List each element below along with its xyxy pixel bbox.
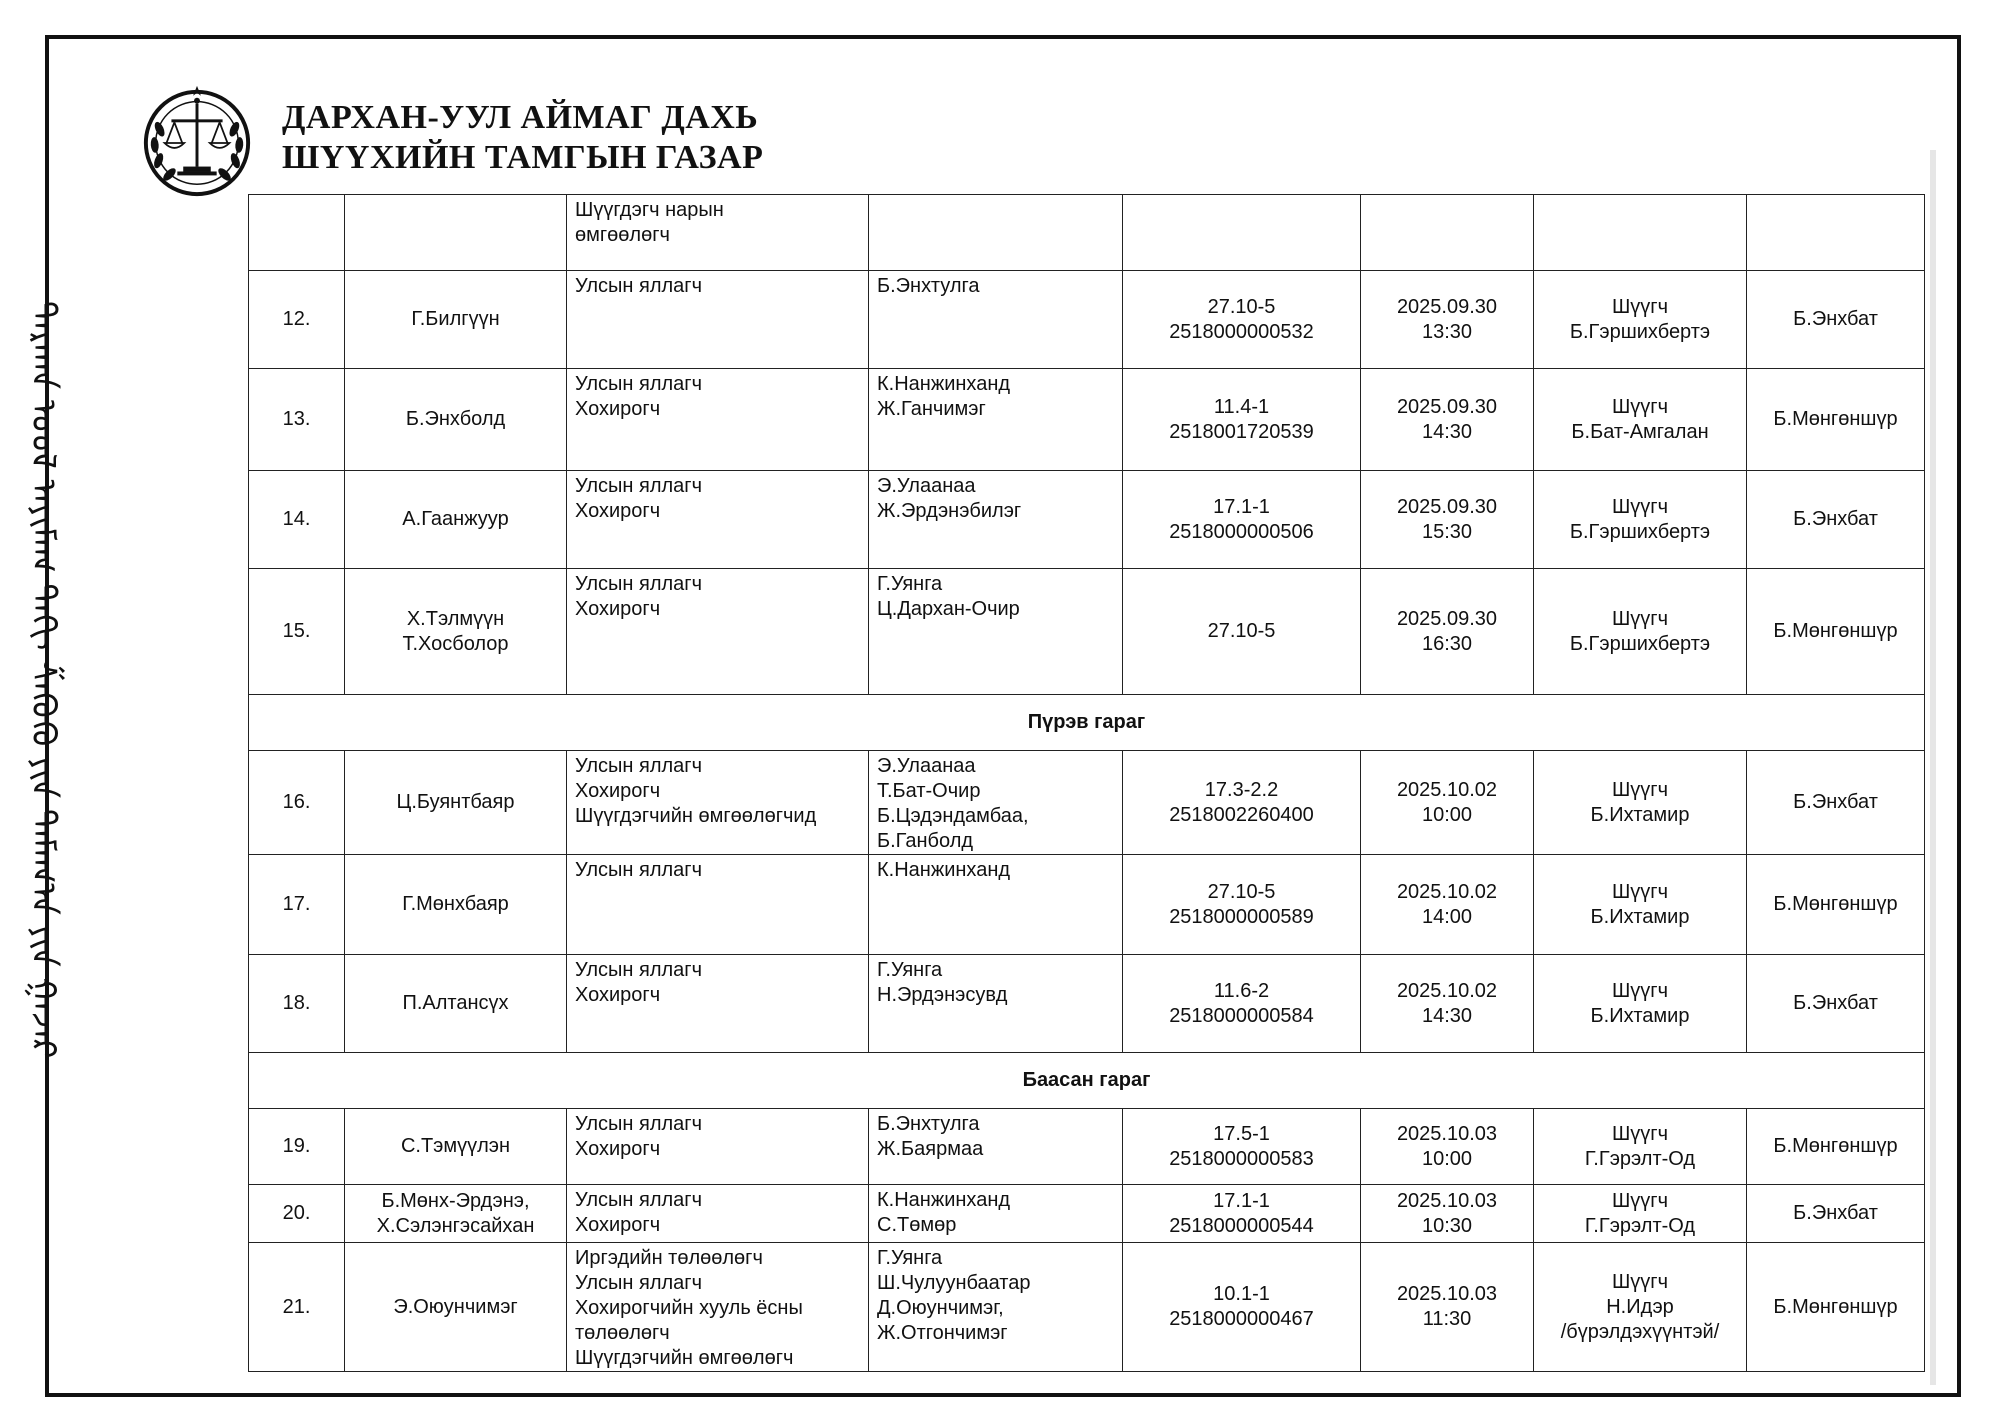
table-row xyxy=(249,1109,1925,1185)
cell-judge-line: Б.Бат-Амгалан xyxy=(1571,420,1709,443)
cell-name-line: С.Тэмүүлэн xyxy=(400,1135,511,1157)
cell-name xyxy=(345,1185,567,1243)
cell-judge-line: Шүүгч xyxy=(1611,979,1669,1002)
cell-reps-line: К.Нанжинханд xyxy=(877,859,1011,881)
table-row xyxy=(249,471,1925,569)
cell-datetime xyxy=(1361,751,1534,855)
cell-datetime xyxy=(1361,271,1534,369)
cell-name-line: Б.Мөнх-Эрдэнэ, xyxy=(381,1189,530,1212)
cell-judge-line: /бүрэлдэхүүнтэй/ xyxy=(1560,1320,1720,1343)
cell-name xyxy=(345,271,567,369)
cell-datetime-line: 2025.09.30 xyxy=(1396,295,1498,318)
court-emblem-icon xyxy=(138,82,256,200)
table-row xyxy=(249,855,1925,955)
cell-datetime-line: 10:30 xyxy=(1421,1214,1473,1237)
cell-no: 19. xyxy=(249,1109,345,1185)
table-row xyxy=(249,1185,1925,1243)
cell-reps-line: Э.Улаанаа xyxy=(877,755,976,777)
cell-parties-line: Улсын яллагч xyxy=(575,859,703,881)
cell-clerk: Б.Энхбат xyxy=(1747,471,1925,569)
cell-law xyxy=(1123,195,1361,271)
cell-reps-line: Ж.Баярмаа xyxy=(877,1138,984,1160)
cell-judge-line: Г.Гэрэлт-Од xyxy=(1584,1214,1696,1237)
cell-clerk xyxy=(1747,195,1925,271)
cell-reps xyxy=(869,955,1123,1053)
cell-name xyxy=(345,369,567,471)
cell-parties xyxy=(567,1243,869,1372)
cell-law-line: 2518000000506 xyxy=(1169,520,1314,543)
cell-datetime-line: 13:30 xyxy=(1421,320,1473,343)
cell-judge xyxy=(1534,471,1747,569)
cell-parties-line: Шүүгдэгчийн өмгөөлөгч xyxy=(575,1347,794,1369)
cell-name xyxy=(345,1243,567,1372)
cell-judge-line: Шүүгч xyxy=(1611,1122,1669,1145)
cell-parties xyxy=(567,195,869,271)
cell-clerk: Б.Мөнгөншүр xyxy=(1747,855,1925,955)
cell-judge xyxy=(1534,955,1747,1053)
cell-parties xyxy=(567,569,869,695)
cell-reps-line: Г.Уянга xyxy=(877,959,943,981)
cell-name xyxy=(345,1109,567,1185)
cell-judge-line: Г.Гэрэлт-Од xyxy=(1584,1147,1696,1170)
cell-name-line: Х.Сэлэнгэсайхан xyxy=(376,1214,535,1237)
cell-judge-line: Б.Гэршихбертэ xyxy=(1569,520,1711,543)
cell-parties xyxy=(567,369,869,471)
day-header: Пүрэв гараг xyxy=(249,695,1925,751)
org-title-line2: ШҮҮХИЙН ТАМГЫН ГАЗАР xyxy=(282,139,764,176)
cell-judge xyxy=(1534,369,1747,471)
cell-datetime-line: 16:30 xyxy=(1421,632,1473,655)
cell-judge-line: Шүүгч xyxy=(1611,778,1669,801)
cell-reps xyxy=(869,1109,1123,1185)
cell-name xyxy=(345,751,567,855)
cell-datetime-line: 10:00 xyxy=(1421,1147,1473,1170)
cell-datetime-line: 2025.10.02 xyxy=(1396,778,1498,801)
cell-datetime-line: 2025.10.03 xyxy=(1396,1283,1498,1305)
cell-law-line: 2518000000583 xyxy=(1169,1147,1314,1170)
cell-parties-line: Хохирогч xyxy=(575,500,661,522)
cell-law xyxy=(1123,1243,1361,1372)
cell-judge xyxy=(1534,271,1747,369)
cell-reps-line: Ж.Отгончимэг xyxy=(877,1322,1008,1344)
cell-parties-line: төлөөлөгч xyxy=(575,1322,670,1344)
cell-law-line: 2518002260400 xyxy=(1169,803,1314,826)
cell-judge xyxy=(1534,569,1747,695)
cell-parties-line: Хохирогч xyxy=(575,984,661,1006)
cell-datetime xyxy=(1361,569,1534,695)
table-row xyxy=(249,195,1925,271)
cell-parties-line: Улсын яллагч xyxy=(575,755,703,777)
cell-law xyxy=(1123,271,1361,369)
cell-datetime-line: 2025.09.30 xyxy=(1396,395,1498,418)
cell-law-line: 2518000000544 xyxy=(1169,1214,1314,1237)
cell-law xyxy=(1123,751,1361,855)
cell-name-line: Т.Хосболор xyxy=(402,632,509,655)
cell-parties-line: Хохирогч xyxy=(575,780,661,802)
cell-law-line: 17.1-1 xyxy=(1213,495,1270,518)
cell-datetime-line: 10:00 xyxy=(1421,803,1473,826)
cell-parties-line: Улсын яллагч xyxy=(575,475,703,497)
table-row xyxy=(249,369,1925,471)
cell-reps-line: Т.Бат-Очир xyxy=(877,780,981,802)
cell-judge-line: Б.Гэршихбертэ xyxy=(1569,632,1711,655)
cell-judge-line: Шүүгч xyxy=(1611,295,1669,318)
cell-reps-line: Г.Уянга xyxy=(877,1247,943,1269)
cell-datetime-line: 2025.10.02 xyxy=(1396,979,1498,1002)
cell-name-line: Ц.Буянтбаяр xyxy=(396,791,515,813)
cell-datetime xyxy=(1361,1185,1534,1243)
side-script-label: ᠳᠠᠷᠬᠠᠨ ᠤᠤᠯ ᠠᠶᠢᠮᠠᠭ ᠳᠠᠬᠢ ᠱᠡᠭᠦᠬᠦ ᠶᠢᠨ ᠲᠠᠮᠠᠭ᠎ᠠ ᠶᠢᠨ ᠭᠠᠵᠠᠷ xyxy=(23,301,63,1059)
day-header-row xyxy=(249,1053,1925,1109)
table-row xyxy=(249,1243,1925,1372)
cell-datetime-line: 2025.09.30 xyxy=(1396,607,1498,630)
cell-parties-line: Иргэдийн төлөөлөгч xyxy=(575,1247,763,1269)
cell-law-line: 2518001720539 xyxy=(1169,420,1314,443)
cell-no: 21. xyxy=(249,1243,345,1372)
cell-parties xyxy=(567,1109,869,1185)
cell-parties xyxy=(567,751,869,855)
cell-name xyxy=(345,569,567,695)
cell-judge-line: Шүүгч xyxy=(1611,495,1669,518)
org-title xyxy=(282,98,763,178)
cell-name xyxy=(345,195,567,271)
cell-reps-line: Д.Оюунчимэг, xyxy=(877,1297,1004,1319)
cell-law-line: 17.3-2.2 xyxy=(1204,778,1279,801)
cell-judge xyxy=(1534,1109,1747,1185)
cell-clerk: Б.Энхбат xyxy=(1747,955,1925,1053)
cell-name xyxy=(345,955,567,1053)
cell-parties-line: Хохирогч xyxy=(575,398,661,420)
cell-reps-line: Г.Уянга xyxy=(877,573,943,595)
cell-law-line: 10.1-1 xyxy=(1213,1283,1270,1305)
cell-datetime-line: 2025.09.30 xyxy=(1396,495,1498,518)
cell-parties-line: Хохирогч xyxy=(575,1138,661,1160)
cell-reps-line: Ц.Дархан-Очир xyxy=(877,598,1020,620)
cell-law-line: 2518000000532 xyxy=(1169,320,1314,343)
cell-parties-line: Хохирогч xyxy=(575,1214,661,1236)
cell-law-line: 17.5-1 xyxy=(1213,1122,1270,1145)
cell-name-line: Б.Энхболд xyxy=(405,408,506,430)
cell-reps-line: С.Төмөр xyxy=(877,1214,957,1236)
cell-parties-line: Хохирогчийн хууль ёсны xyxy=(575,1297,803,1319)
cell-parties xyxy=(567,471,869,569)
table-row xyxy=(249,569,1925,695)
cell-parties-line: Улсын яллагч xyxy=(575,275,703,297)
cell-law xyxy=(1123,1185,1361,1243)
cell-name-line: П.Алтансүх xyxy=(402,992,509,1014)
cell-judge-line: Б.Гэршихбертэ xyxy=(1569,320,1711,343)
cell-reps-line: Ж.Ганчимэг xyxy=(877,398,986,420)
cell-datetime xyxy=(1361,855,1534,955)
cell-reps-line: Б.Цэдэндамбаа, xyxy=(877,805,1029,827)
cell-parties xyxy=(567,1185,869,1243)
cell-no: 13. xyxy=(249,369,345,471)
cell-law-line: 17.1-1 xyxy=(1213,1189,1270,1212)
cell-clerk: Б.Мөнгөншүр xyxy=(1747,569,1925,695)
cell-no: 18. xyxy=(249,955,345,1053)
side-script-text xyxy=(8,180,78,1180)
court-schedule-table xyxy=(248,194,1925,1372)
cell-name xyxy=(345,855,567,955)
cell-parties-line: Улсын яллагч xyxy=(575,573,703,595)
cell-law-line: 11.4-1 xyxy=(1213,395,1270,418)
cell-parties xyxy=(567,271,869,369)
cell-datetime xyxy=(1361,1109,1534,1185)
cell-no: 14. xyxy=(249,471,345,569)
cell-parties-line: Шүүгдэгчийн өмгөөлөгчид xyxy=(575,805,817,827)
cell-parties-line: Улсын яллагч xyxy=(575,1113,703,1135)
cell-name xyxy=(345,471,567,569)
cell-judge-line: Шүүгч xyxy=(1611,1270,1669,1293)
cell-reps-line: К.Нанжинханд xyxy=(877,1189,1011,1211)
cell-judge-line: Шүүгч xyxy=(1611,395,1669,418)
cell-reps-line: Э.Улаанаа xyxy=(877,475,976,497)
cell-reps xyxy=(869,1243,1123,1372)
cell-datetime xyxy=(1361,955,1534,1053)
cell-datetime xyxy=(1361,369,1534,471)
cell-law xyxy=(1123,369,1361,471)
cell-reps xyxy=(869,751,1123,855)
cell-reps xyxy=(869,1185,1123,1243)
org-title-line1: ДАРХАН-УУЛ АЙМАГ ДАХЬ xyxy=(282,99,759,136)
cell-name-line: Г.Мөнхбаяр xyxy=(402,893,509,915)
cell-no: 17. xyxy=(249,855,345,955)
cell-reps xyxy=(869,471,1123,569)
cell-parties-line: Шүүгдэгч нарын xyxy=(575,199,724,221)
cell-parties-line: Улсын яллагч xyxy=(575,959,703,981)
cell-parties-line: өмгөөлөгч xyxy=(575,224,670,246)
cell-name-line: Г.Билгүүн xyxy=(411,308,500,330)
cell-law xyxy=(1123,569,1361,695)
cell-judge-line: Б.Ихтамир xyxy=(1590,905,1690,928)
cell-no: 15. xyxy=(249,569,345,695)
cell-clerk: Б.Энхбат xyxy=(1747,751,1925,855)
table-row xyxy=(249,751,1925,855)
cell-reps xyxy=(869,195,1123,271)
cell-law xyxy=(1123,1109,1361,1185)
cell-law-line: 27.10-5 xyxy=(1207,880,1276,903)
cell-reps xyxy=(869,855,1123,955)
scan-shadow-edge xyxy=(1930,150,1936,1385)
cell-judge-line: Н.Идэр xyxy=(1606,1295,1674,1318)
cell-datetime-line: 2025.10.02 xyxy=(1396,880,1498,903)
cell-judge-line: Б.Ихтамир xyxy=(1590,803,1690,826)
cell-judge xyxy=(1534,1185,1747,1243)
cell-datetime-line: 14:30 xyxy=(1421,420,1473,443)
cell-datetime-line: 15:30 xyxy=(1421,520,1473,543)
cell-name-line: Х.Тэлмүүн xyxy=(406,607,505,630)
cell-datetime-line: 2025.10.03 xyxy=(1396,1122,1498,1145)
cell-law xyxy=(1123,955,1361,1053)
cell-name-line: Э.Оюунчимэг xyxy=(393,1295,518,1318)
cell-reps-line: Б.Энхтулга xyxy=(877,275,980,297)
cell-parties-line: Улсын яллагч xyxy=(575,1189,703,1211)
cell-judge xyxy=(1534,1243,1747,1372)
cell-reps xyxy=(869,271,1123,369)
cell-law-line: 2518000000589 xyxy=(1169,905,1314,928)
cell-reps-line: Б.Ганболд xyxy=(877,830,974,852)
cell-law-line: 27.10-5 xyxy=(1207,295,1276,318)
cell-reps xyxy=(869,369,1123,471)
cell-judge-line: Шүүгч xyxy=(1611,880,1669,903)
cell-judge xyxy=(1534,751,1747,855)
cell-judge-line: Б.Ихтамир xyxy=(1590,1004,1690,1027)
cell-clerk: Б.Мөнгөншүр xyxy=(1747,1243,1925,1372)
cell-datetime xyxy=(1361,471,1534,569)
cell-parties-line: Улсын яллагч xyxy=(575,373,703,395)
cell-reps xyxy=(869,569,1123,695)
cell-judge-line: Шүүгч xyxy=(1611,607,1669,630)
cell-parties-line: Хохирогч xyxy=(575,598,661,620)
cell-clerk: Б.Мөнгөншүр xyxy=(1747,369,1925,471)
cell-no: 20. xyxy=(249,1185,345,1243)
cell-no xyxy=(249,195,345,271)
cell-clerk: Б.Мөнгөншүр xyxy=(1747,1109,1925,1185)
day-header-row xyxy=(249,695,1925,751)
cell-reps-line: Н.Эрдэнэсувд xyxy=(877,984,1008,1006)
cell-parties-line: Улсын яллагч xyxy=(575,1272,703,1294)
cell-law-line: 11.6-2 xyxy=(1213,979,1270,1002)
schedule-body xyxy=(249,195,1925,1372)
cell-datetime-line: 14:30 xyxy=(1421,1004,1473,1027)
day-header: Баасан гараг xyxy=(249,1053,1925,1109)
cell-law xyxy=(1123,471,1361,569)
cell-judge xyxy=(1534,195,1747,271)
cell-law-line: 2518000000467 xyxy=(1169,1308,1314,1330)
cell-no: 16. xyxy=(249,751,345,855)
cell-datetime xyxy=(1361,195,1534,271)
cell-judge xyxy=(1534,855,1747,955)
cell-reps-line: Ш.Чулуунбаатар xyxy=(877,1272,1031,1294)
cell-datetime-line: 2025.10.03 xyxy=(1396,1189,1498,1212)
cell-reps-line: Б.Энхтулга xyxy=(877,1113,980,1135)
cell-no: 12. xyxy=(249,271,345,369)
table-row xyxy=(249,271,1925,369)
cell-law xyxy=(1123,855,1361,955)
cell-reps-line: Ж.Эрдэнэбилэг xyxy=(877,500,1022,522)
cell-datetime-line: 11:30 xyxy=(1422,1308,1472,1330)
cell-clerk: Б.Энхбат xyxy=(1747,271,1925,369)
cell-parties xyxy=(567,955,869,1053)
cell-reps-line: К.Нанжинханд xyxy=(877,373,1011,395)
cell-datetime xyxy=(1361,1243,1534,1372)
cell-datetime-line: 14:00 xyxy=(1421,905,1473,928)
table-row xyxy=(249,955,1925,1053)
cell-clerk: Б.Энхбат xyxy=(1747,1185,1925,1243)
cell-parties xyxy=(567,855,869,955)
cell-name-line: А.Гаанжуур xyxy=(402,508,509,530)
cell-law-line: 27.10-5 xyxy=(1207,620,1276,642)
cell-law-line: 2518000000584 xyxy=(1169,1004,1314,1027)
cell-judge-line: Шүүгч xyxy=(1611,1189,1669,1212)
